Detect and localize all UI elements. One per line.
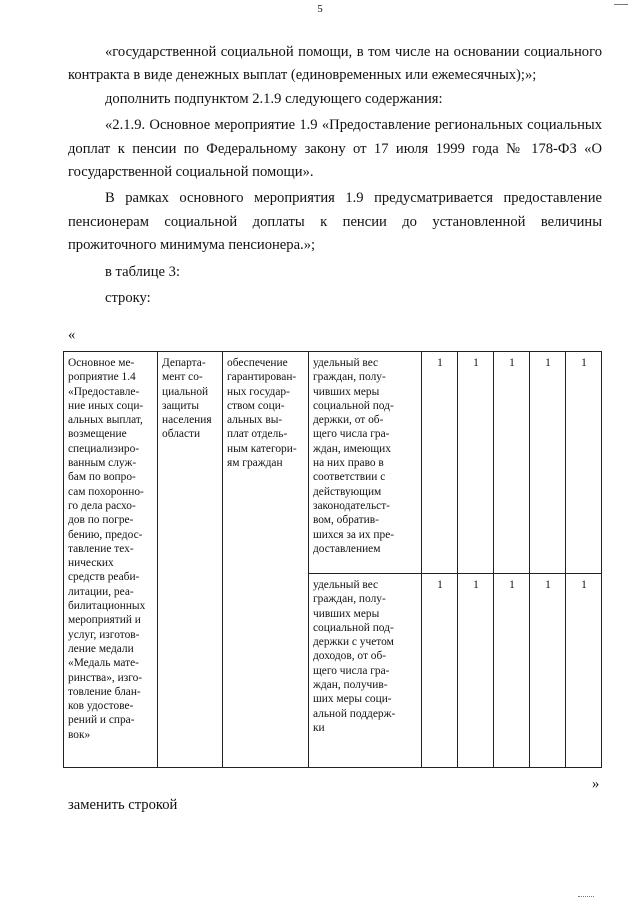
value-cell: 1	[422, 352, 458, 574]
scan-dash-mark	[578, 893, 594, 897]
executor-cell: Департа- мент со- циальной защиты населения области	[158, 352, 223, 768]
paragraph-event-description: В рамках основного мероприятия 1.9 предусматривается предоставление пенсионерам социальной доплаты к пенсии до установленной величины прожиточного минимума пенсионера.»;	[68, 190, 602, 254]
table-row	[64, 352, 602, 574]
paragraph-subclause-2-1-9: «2.1.9. Основное мероприятие 1.9 «Предоставление региональных социальных доплат к пенсии по Федеральному закону от 17 июля 1999 года № 178-ФЗ «О государственной социальной помощи».	[68, 117, 602, 181]
value-cell: 1	[566, 574, 602, 768]
value-cell: 1	[494, 352, 530, 574]
value-cell: 1	[458, 574, 494, 768]
indicator-cell: удельный вес граждан, полу- чивших меры социальной под- держки, от об- щего числа гра- ждан, имеющих на них право в соответствии с действующим законодательст- вом, обратив- шихся за их пре- доставлением	[309, 352, 422, 574]
value-cell: 1	[494, 574, 530, 768]
closing-quote: »	[592, 776, 600, 792]
value-cell: 1	[566, 352, 602, 574]
event-cell: Основное ме- роприятие 1.4 «Предоставле- ние иных соци- альных выплат, возмещение специализиро- ванным служ- бам по вопро- сам похоронно- го дела расхо- дов по погре- бению, предос- тавление тех- нических средств реаби- литации, реа- билитационных мероприятий и услуг, изготов- ление медали «Медаль мате- ринства», изго- товление блан- ков удостове- рений и спра- вок»	[64, 352, 158, 768]
page-number: 5	[317, 3, 323, 15]
goal-cell: обеспечение гарантирован- ных государ- ством соци- альных вы- плат отдель- ным категори- ям граждан	[223, 352, 309, 768]
indicator-cell: удельный вес граждан, полу- чивших меры социальной под- держки с учетом доходов, от об- щего числа гра- ждан, получив- ших меры соци- альной поддерж- ки	[309, 574, 422, 768]
corner-scan-mark	[614, 0, 628, 5]
paragraph-row-label: строку:	[105, 290, 151, 307]
value-cell: 1	[530, 352, 566, 574]
paragraph-table-3: в таблице 3:	[105, 263, 181, 280]
indicator-table	[63, 351, 602, 768]
paragraph-amendment-end: «государственной социальной помощи, в том числе на основании социального контракта в виде денежных выплат (единовременных или ежемесячных);»;	[68, 44, 602, 84]
body-text	[68, 41, 602, 310]
replace-with-row-text: заменить строкой	[68, 797, 178, 813]
opening-quote: «	[68, 327, 76, 343]
value-cell: 1	[530, 574, 566, 768]
value-cell: 1	[458, 352, 494, 574]
paragraph-add-subclause: дополнить подпунктом 2.1.9 следующего содержания:	[105, 90, 443, 107]
value-cell: 1	[422, 574, 458, 768]
